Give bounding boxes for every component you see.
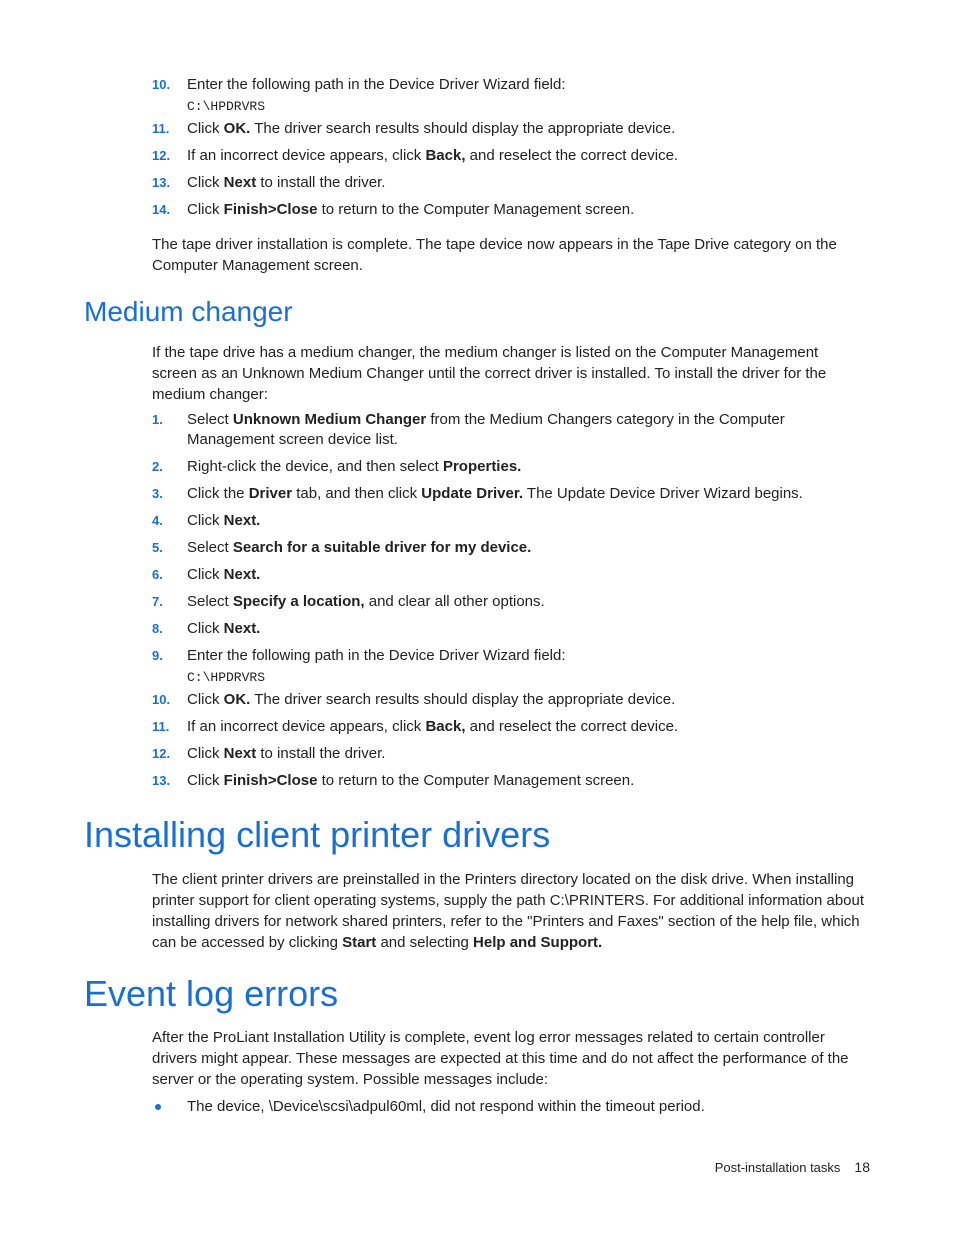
step-number: 14. (152, 202, 171, 217)
step-text (187, 76, 566, 93)
event-log-paragraph: After the ProLiant Installation Utility is complete, event log error messages related to certain controller drivers might appear. These messages are expected at this time and do not affect the performance of the server or the operating system. Possible messages include: (152, 1029, 849, 1088)
bullet-text: The device, \Device\scsi\adpul60ml, did not respond within the timeout period. (187, 1098, 705, 1115)
step-text (187, 620, 260, 637)
bold-text: Back, (425, 147, 466, 164)
text: Enter the following path in the Device Driver Wizard field: (187, 647, 566, 664)
text: If an incorrect device appears, click (187, 147, 426, 164)
step-text (187, 201, 634, 218)
step-text (187, 718, 678, 735)
page-footer (715, 1158, 870, 1177)
text: Click (187, 566, 224, 583)
step-number: 10. (152, 77, 171, 92)
bold-text: Properties. (442, 458, 522, 475)
bullet-dot-icon (155, 1104, 161, 1110)
step-number: 10. (152, 692, 171, 707)
bold-text: Search for a suitable driver for my device. (232, 539, 532, 556)
text: to install the driver. (256, 745, 386, 762)
step-item (152, 119, 872, 139)
text: Enter the following path in the Device Driver Wizard field: (187, 76, 566, 93)
step-item (152, 717, 852, 737)
step-number: 11. (152, 121, 170, 136)
step-number: 2. (152, 459, 163, 474)
step-item (152, 457, 852, 477)
client-printer-paragraph (152, 869, 872, 953)
text: The driver search results should display the appropriate device. (250, 120, 676, 137)
text: tab, and then click (292, 485, 422, 502)
step-text (187, 120, 675, 137)
step-text (187, 512, 260, 529)
text: Click (187, 512, 224, 529)
text: Click (187, 772, 224, 789)
bold-text: Next (223, 745, 257, 762)
step-item (152, 200, 872, 220)
step-text (187, 147, 678, 164)
step-item (152, 619, 852, 639)
text: Click (187, 620, 224, 637)
step-text (187, 485, 803, 502)
text: Click the (187, 485, 249, 502)
step-number: 6. (152, 567, 163, 582)
text: Select (187, 539, 233, 556)
step-text (187, 691, 675, 708)
step-text (187, 593, 545, 610)
bold-text: Start (342, 934, 377, 951)
text: The driver search results should display the appropriate device. (250, 691, 676, 708)
step-item (152, 410, 852, 450)
text: Select (187, 593, 233, 610)
bold-text: Back, (425, 718, 466, 735)
step-number: 3. (152, 486, 163, 501)
tape-complete-paragraph: The tape driver installation is complete. The tape device now appears in the Tape Drive category on the Computer Management screen. (152, 236, 837, 274)
step-item (152, 690, 852, 710)
heading-medium-changer: Medium changer (84, 296, 293, 327)
text: and selecting (376, 934, 474, 951)
bold-text: Next. (223, 620, 261, 637)
code-path: C:\HPDRVRS (187, 670, 266, 685)
event-bullets (152, 1097, 867, 1117)
text: Click (187, 201, 224, 218)
text: from the Medium Changers category in the Computer Management screen device list. (187, 411, 785, 448)
step-item (152, 592, 852, 612)
text: to install the driver. (256, 174, 386, 191)
text: Click (187, 745, 224, 762)
step-item (152, 484, 852, 504)
text: Click (187, 174, 224, 191)
text: and reselect the correct device. (465, 147, 679, 164)
step-number: 1. (152, 412, 163, 427)
text: The client printer drivers are preinstalled in the Printers directory located on the disk drive. When installing printer support for client operating systems, supply the path C:\PRINTERS. For additional information about installing drivers for network shared printers, refer to the "Printers and Faxes" section of the help file, which can be accessed by clicking (152, 871, 865, 951)
step-item (152, 646, 852, 686)
text: The Update Device Driver Wizard begins. (523, 485, 803, 502)
bold-text: Next (223, 174, 257, 191)
text: Select (187, 411, 233, 428)
text: Click (187, 120, 224, 137)
step-text (187, 458, 521, 475)
text: If an incorrect device appears, click (187, 718, 426, 735)
bold-text: OK. (223, 691, 251, 708)
text: and clear all other options. (364, 593, 545, 610)
step-item (152, 173, 872, 193)
bold-text: Next. (223, 566, 261, 583)
bold-text: Finish>Close (223, 772, 318, 789)
step-number: 9. (152, 648, 163, 663)
step-number: 8. (152, 621, 163, 636)
bold-text: Unknown Medium Changer (232, 411, 427, 428)
step-number: 13. (152, 175, 171, 190)
step-item (152, 511, 852, 531)
step-item (152, 565, 852, 585)
bold-text: Next. (223, 512, 261, 529)
step-item (152, 75, 872, 115)
footer-section-name: Post-installation tasks (714, 1160, 841, 1175)
step-item (152, 744, 852, 764)
text: Click (187, 691, 224, 708)
bold-text: Driver (248, 485, 293, 502)
step-number: 7. (152, 594, 163, 609)
step-number: 12. (152, 148, 171, 163)
step-number: 12. (152, 746, 171, 761)
step-number: 4. (152, 513, 163, 528)
footer-page-number: 18 (854, 1159, 870, 1175)
step-item (152, 146, 872, 166)
text: and reselect the correct device. (465, 718, 679, 735)
steps-top-list (152, 75, 872, 227)
text: Right-click the device, and then select (187, 458, 443, 475)
step-number: 13. (152, 773, 171, 788)
step-text (187, 174, 385, 191)
code-path: C:\HPDRVRS (187, 99, 266, 114)
step-number: 11. (152, 719, 170, 734)
step-item (152, 538, 852, 558)
step-text (187, 411, 785, 448)
bold-text: Finish>Close (223, 201, 318, 218)
heading-event-log-errors: Event log errors (84, 973, 339, 1014)
bold-text: Update Driver. (421, 485, 524, 502)
bullet-item (152, 1097, 867, 1117)
step-text (187, 539, 531, 556)
text: to return to the Computer Management screen. (317, 201, 635, 218)
step-text (187, 772, 634, 789)
step-text (187, 647, 566, 664)
step-text (187, 566, 260, 583)
bold-text: Specify a location, (232, 593, 365, 610)
step-text (187, 745, 385, 762)
bold-text: Help and Support. (473, 934, 603, 951)
step-number: 5. (152, 540, 163, 555)
steps-medium-list (152, 410, 852, 798)
text: to return to the Computer Management screen. (317, 772, 635, 789)
medium-changer-intro: If the tape drive has a medium changer, the medium changer is listed on the Computer Management screen as an Unknown Medium Changer until the correct driver is installed. To install the driver for the medium changer: (152, 344, 827, 403)
bold-text: OK. (223, 120, 251, 137)
step-item (152, 771, 852, 791)
heading-installing-client-printer-drivers: Installing client printer drivers (84, 814, 551, 855)
